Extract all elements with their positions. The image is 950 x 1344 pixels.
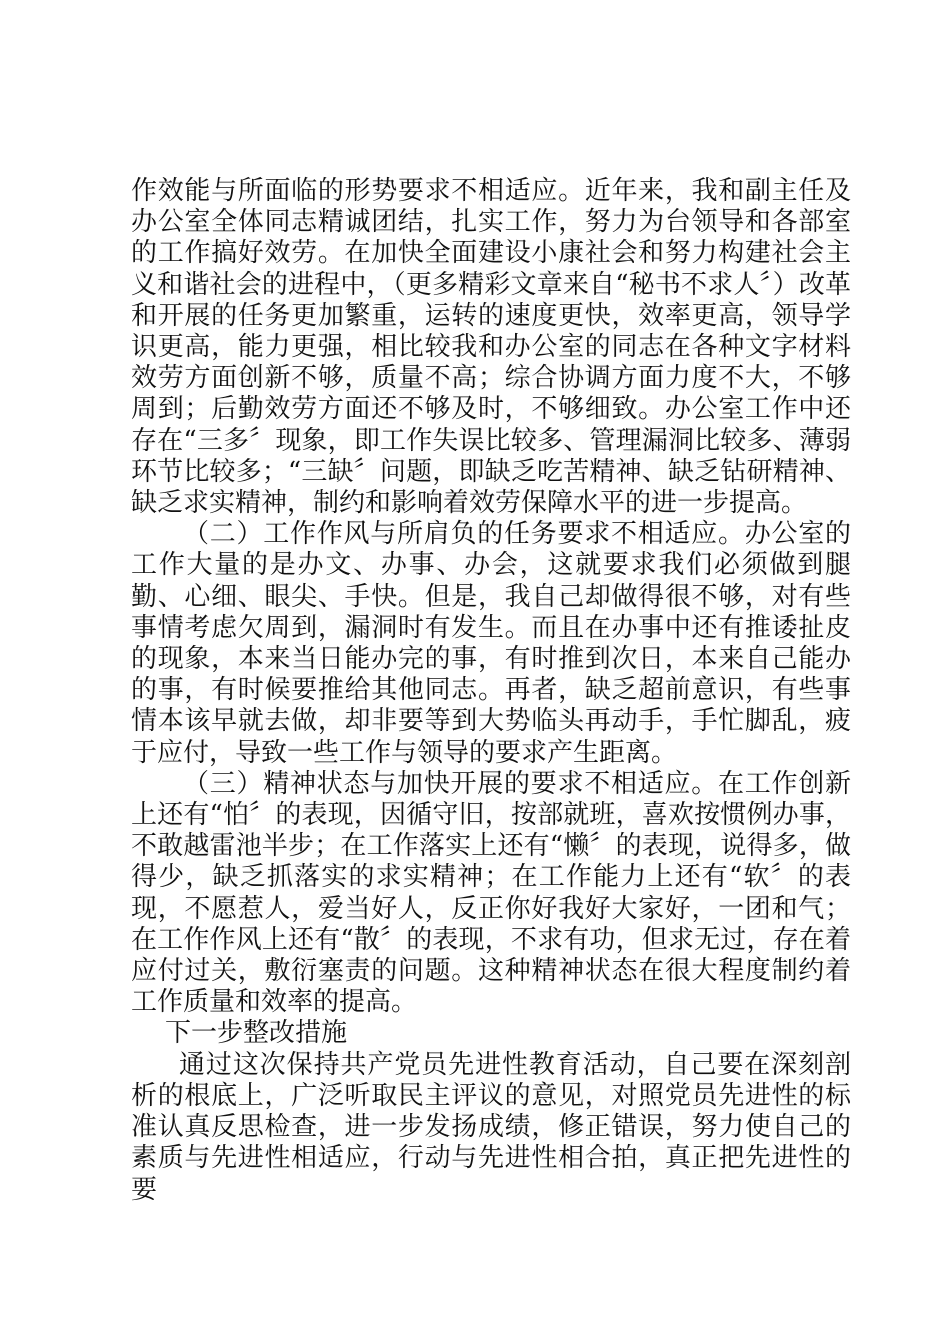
paragraph-continued: 作效能与所面临的形势要求不相适应。近年来，我和副主任及办公室全体同志精诚团结，扎实工作，努力为台领导和各部室的工作搞好效劳。在加快全面建设小康社会和努力构建社会主义和谐社会的进程中，（更多精彩文章来自“秘书不求人〞）改革和开展的任务更加繁重，运转的速度更快，效率更高，领导学识更高，能力更强，相比较我和办公室的同志在各种文字材料效劳方面创新不够，质量不高；综合协调方面力度不大，不够周到；后勤效劳方面还不够及时，不够细致。办公室工作中还存在“三多〞现象，即工作失误比较多、管理漏洞比较多、薄弱环节比较多；“三缺〞问题，即缺乏吃苦精神、缺乏钻研精神、缺乏求实精神，制约和影响着效劳保障水平的进一步提高。 [131, 176, 851, 519]
paragraph-rectification: 通过这次保持共产党员先进性教育活动，自己要在深刻剖析的根底上，广泛听取民主评议的意见，对照党员先进性的标准认真反思检查，进一步发扬成绩，修正错误，努力使自己的素质与先进性相适应，行动与先进性相合拍，真正把先进性的要 [131, 1049, 851, 1205]
paragraph-mental-state: （三）精神状态与加快开展的要求不相适应。在工作创新上还有“怕〞的表现，因循守旧，按部就班，喜欢按惯例办事，不敢越雷池半步；在工作落实上还有“懒〞的表现，说得多，做得少，缺乏抓落实的求实精神；在工作能力上还有“软〞的表现，不愿惹人，爱当好人，反正你好我好大家好，一团和气；在工作作风上还有“散〞的表现，不求有功，但求无过，存在着应付过关，敷衍塞责的问题。这种精神状态在很大程度制约着工作质量和效率的提高。 [131, 768, 851, 1018]
paragraph-work-style: （二）工作作风与所肩负的任务要求不相适应。办公室的工作大量的是办文、办事、办会，这就要求我们必须做到腿勤、心细、眼尖、手快。但是，我自己却做得很不够，对有些事情考虑欠周到，漏洞时有发生。而且在办事中还有推诿扯皮的现象，本来当日能办完的事，有时推到次日，本来自己能办的事，有时候要推给其他同志。再者，缺乏超前意识，有些事情本该早就去做，却非要等到大势临头再动手，手忙脚乱，疲于应付，导致一些工作与领导的要求产生距离。 [131, 519, 851, 768]
section-heading-next-steps: 下一步整改措施 [165, 1018, 348, 1049]
document-body [131, 176, 851, 1206]
